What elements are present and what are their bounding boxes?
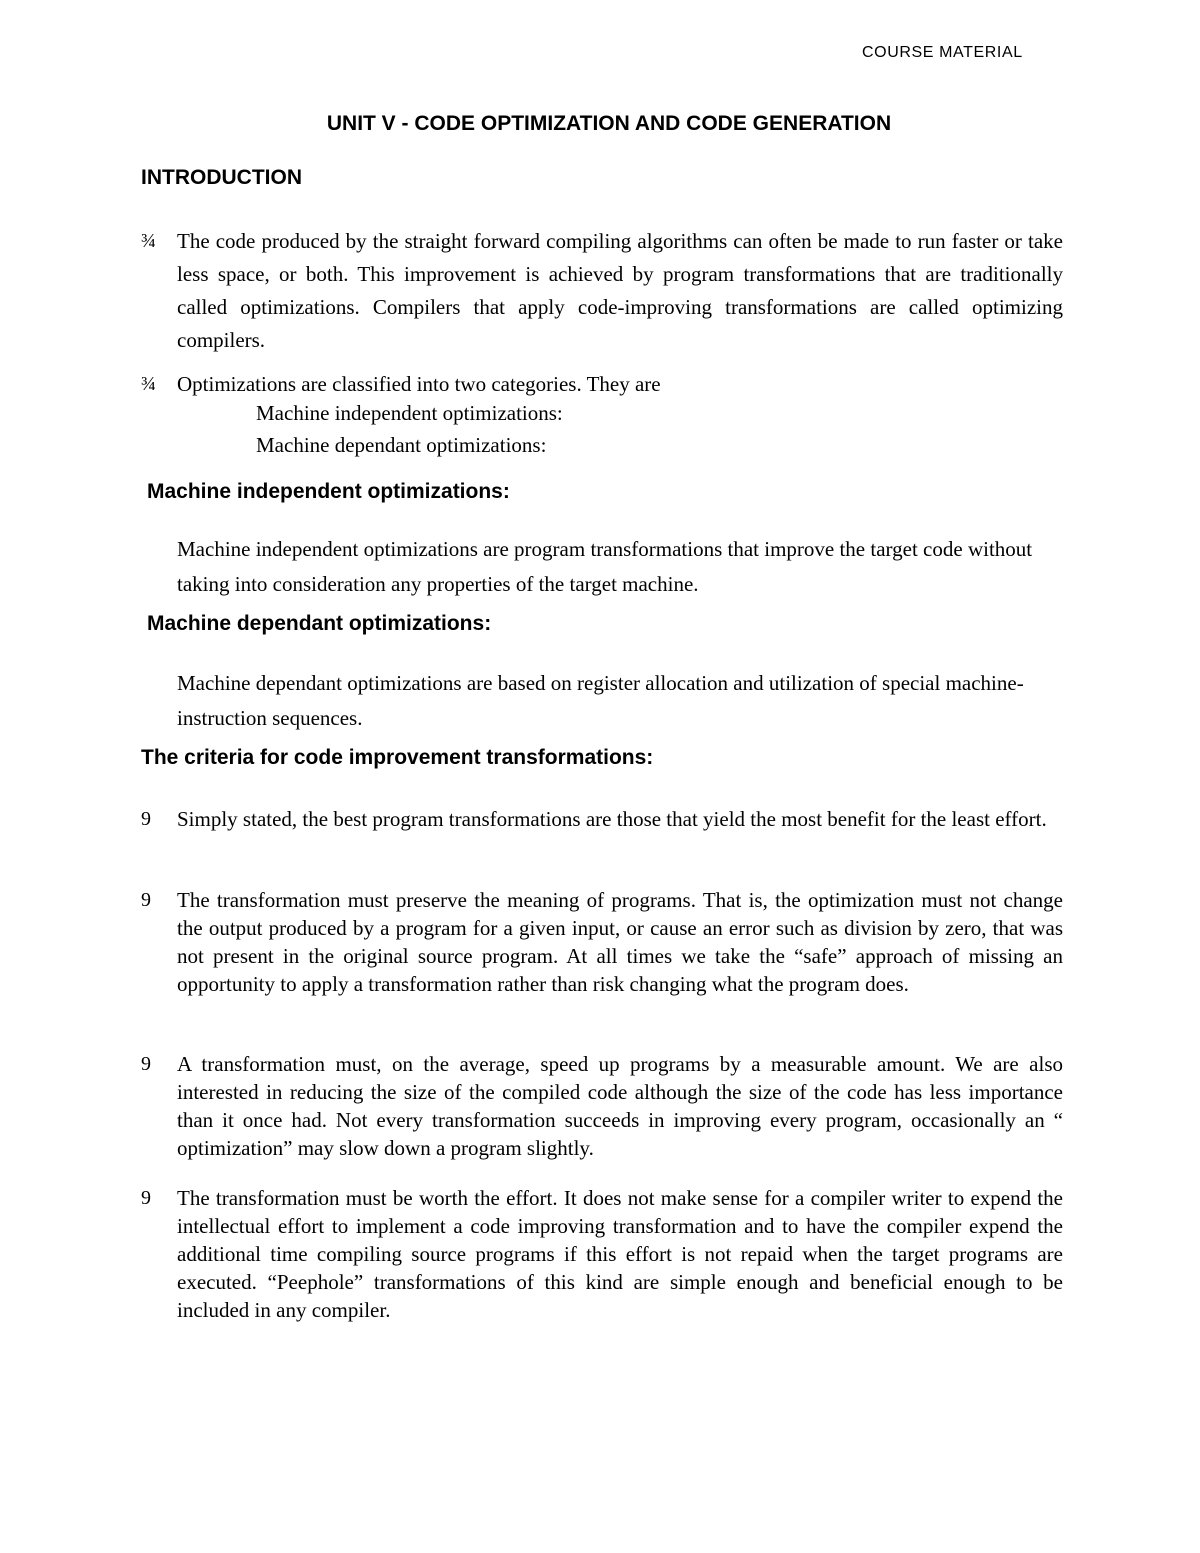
bullet-symbol: 9 [141,889,151,911]
criteria-heading: The criteria for code improvement transformations: [141,746,654,769]
intro-bullet-2 [141,368,1063,401]
criteria-bullet-3-text: A transformation must, on the average, speed up programs by a measurable amount. We are also interested in reducing the size of the compiled code although the size of the code has less importance than it once had. Not every transformation succeeds in improving every program, occasionally an “ optimization” may slow down a program slightly. [177,1052,1063,1160]
unit-title: UNIT V - CODE OPTIMIZATION AND CODE GENERATION [326,112,892,135]
introduction-heading: INTRODUCTION [141,166,302,189]
bullet-symbol: ¾ [141,373,156,395]
criteria-bullet-4 [141,1184,1063,1324]
intro-bullet-1-text: The code produced by the straight forward compiling algorithms can often be made to run faster or take less space, or both. This improvement is achieved by program transformations that are traditionally called optimizations. Compilers that apply code-improving transformations are called optimizing compilers. [177,229,1063,352]
machine-dependant-heading: Machine dependant optimizations: [147,612,492,635]
category-machine-dependant: Machine dependant optimizations: [256,433,547,457]
criteria-bullet-1 [141,804,1063,835]
bullet-symbol: 9 [141,808,151,830]
course-material-header: COURSE MATERIAL [862,44,1023,61]
intro-bullet-1 [141,225,1063,357]
bullet-symbol: 9 [141,1053,151,1075]
criteria-bullet-2 [141,886,1063,998]
criteria-bullet-4-text: The transformation must be worth the effort. It does not make sense for a compiler writer to expend the intellectual effort to implement a code improving transformation and to have the compiler expend the additional time compiling source programs if this effort is not repaid when the target programs are executed. “Peephole” transformations of this kind are simple enough and beneficial enough to be included in any compiler. [177,1186,1063,1322]
machine-independent-heading: Machine independent optimizations: [147,480,510,503]
criteria-bullet-3 [141,1050,1063,1162]
criteria-bullet-1-text: Simply stated, the best program transformations are those that yield the most benefit for the least effort. [177,807,1047,831]
bullet-symbol: 9 [141,1187,151,1209]
machine-independent-text: Machine independent optimizations are program transformations that improve the target code without taking into consideration any properties of the target machine. [177,537,1033,596]
machine-dependant-text: Machine dependant optimizations are based on register allocation and utilization of special machine-instruction sequences. [177,671,1024,730]
criteria-bullet-2-text: The transformation must preserve the meaning of programs. That is, the optimization must not change the output produced by a program for a given input, or cause an error such as division by zero, that was not present in the original source program. At all times we take the “safe” approach of missing an opportunity to apply a transformation rather than risk changing what the program does. [177,888,1063,996]
bullet-symbol: ¾ [141,230,156,252]
intro-bullet-2-text: Optimizations are classified into two categories. They are [177,372,661,396]
category-machine-independent: Machine independent optimizations: [256,401,563,425]
